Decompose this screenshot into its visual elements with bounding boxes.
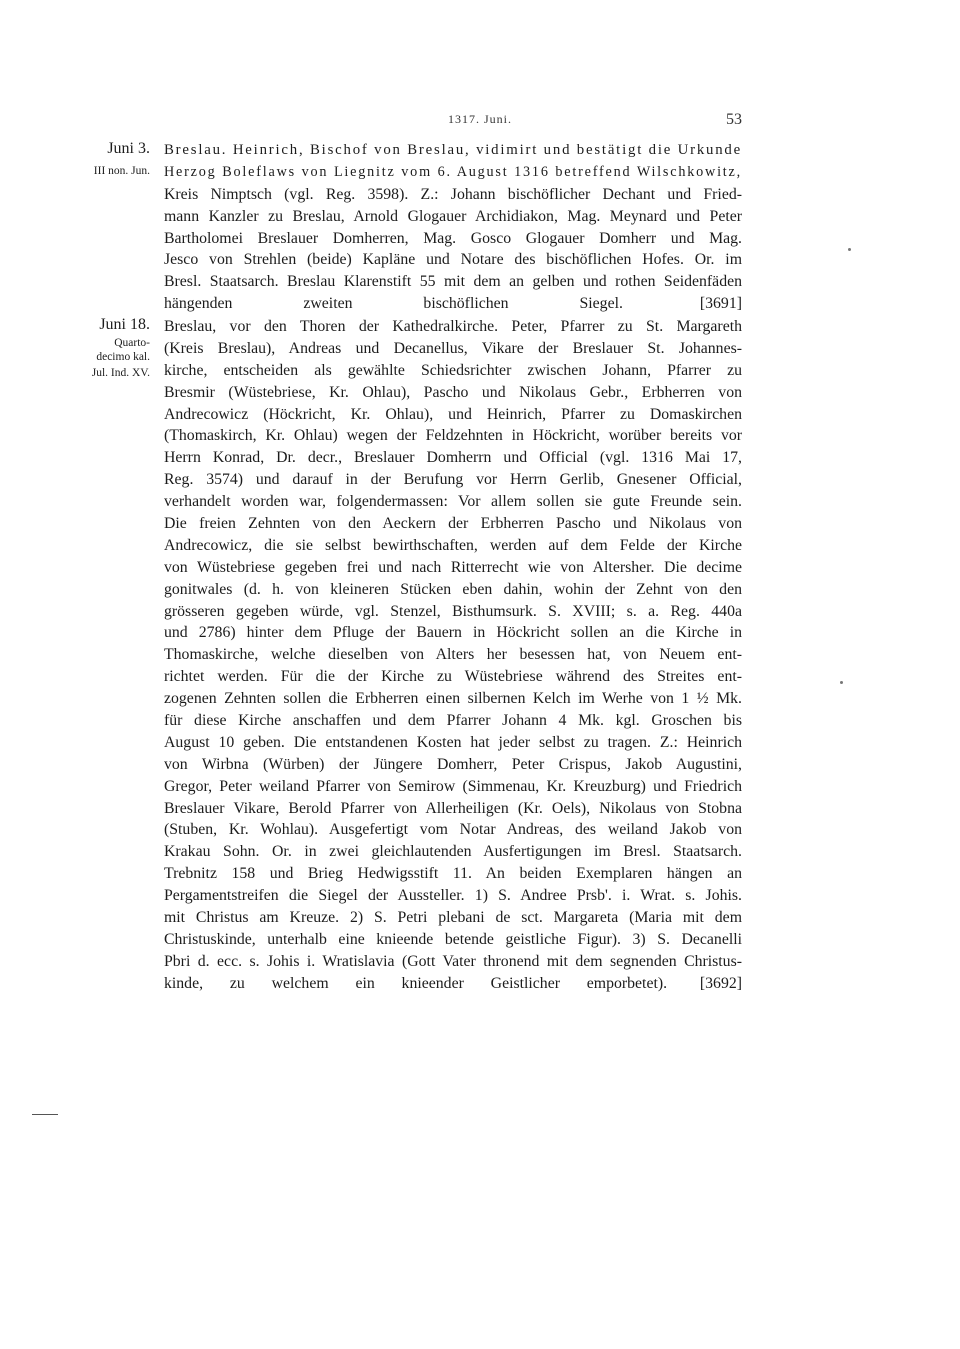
entry-line: Trebnitz 158 und Brieg Hedwigsstift 11. An beiden Exemplaren hängen an (164, 865, 742, 883)
entry-line-text: hängenden zweiten bischöflichen Siegel. (164, 295, 623, 313)
entry-line: (Thomaskirch, Kr. Ohlau) wegen der Feldzehnten in Höckricht, worüber bereits vor (164, 427, 742, 445)
entry-line: Bartholomei Breslauer Domherren, Mag. Gosco Glogauer Domherr und Mag. (164, 229, 742, 247)
entry-line: zogenen Zehnten sollen die Erbherren einen silbernen Kelch im Werhe von 1 ½ Mk. (164, 690, 742, 708)
entry-line: Christuskinde, unterhalb eine knieende betende geistliche Figur). 3) S. Decanelli (164, 930, 742, 948)
entry-line: von Wirbna (Würben) der Jüngere Domherr, Peter Crispus, Jakob Augustini, (164, 755, 742, 773)
entry-line: Bresmir (Wüstebriese, Kr. Ohlau), Pascho und Nikolaus Gebr., Erbherren von (164, 383, 742, 401)
entry-reference-number: [3691] (699, 295, 742, 313)
entry-line: Jesco von Strehlen (beide) Kapläne und Notare des bischöflichen Hofes. Or. im (164, 251, 742, 269)
entry-reference-number: [3692] (699, 974, 743, 992)
entry-line: und 2786) hinter dem Pfluge der Bauern in Höckricht sollen an die Kirche in (164, 624, 742, 642)
entry-line: Krakau Sohn. Or. in zwei gleichlautenden Ausfertigungen im Bresl. Staatsarch. (164, 843, 742, 861)
margin-note-entry-1: III non. Jun. (93, 165, 150, 177)
entry-line: (Stuben, Kr. Wohlau). Ausgefertigt vom Notar Andreas, des weiland Jakob von (164, 821, 742, 839)
entry-line: August 10 geben. Die entstandenen Kosten hat jeder selbst zu tragen. Z.: Heinrich (164, 733, 742, 751)
entry-line: verhandelt worden war, folgendermassen: Vor allem sollen sie gute Freunde sein. (164, 493, 742, 511)
entry-line: Thomaskirche, welche dieselben von Alters her besessen hat, von Neuem ent- (164, 646, 742, 664)
entry-line: Breslauer Vikare, Berold Pfarrer von Allerheiligen (Kr. Oels), Nikolaus von Stobna (164, 799, 742, 817)
entry-line: (Kreis Breslau), Andreas und Decanellus, Vikare der Breslauer St. Johannes- (164, 339, 742, 357)
scan-artifact-speck (840, 681, 843, 684)
entry-line: grösseren gegeben würde, vgl. Stenzel, Bisthumsurk. S. XVIII; s. a. Reg. 440a (164, 602, 742, 620)
margin-note-entry-2-line-2: decimo kal. (96, 351, 150, 363)
margin-date-entry-1: Juni 3. (107, 140, 150, 157)
entry-line: Andrecowicz, die sie selbst bewirthschaften, werden auf dem Felde der Kirche (164, 536, 742, 554)
entry-line: Bresl. Staatsarch. Breslau Klarenstift 55 mit dem an gelben und rothen Seidenfäden (164, 273, 742, 291)
entry-line: für diese Kirche anschaffen und dem Pfarrer Johann 4 Mk. kgl. Groschen bis (164, 712, 742, 730)
margin-date-entry-2: Juni 18. (99, 316, 150, 333)
entry-line: Kreis Nimptsch (vgl. Reg. 3598). Z.: Johann bischöflicher Dechant und Fried- (164, 185, 742, 203)
entry-line: mit Christus am Kreuze. 2) S. Petri plebani de sct. Margareta (Maria mit dem (164, 909, 742, 927)
entry-line: Breslau, vor den Thoren der Kathedralkirche. Peter, Pfarrer zu St. Margareth (164, 318, 742, 335)
entry-line-text: kinde, zu welchem ein knieender Geistlicher emporbetet). (164, 974, 668, 992)
entry-line: Andrecowicz (Höckricht, Kr. Ohlau), und Heinrich, Pfarrer zu Domaskirchen (164, 405, 742, 423)
entry-line: Herrn Konrad, Dr. decr., Breslauer Domherrn und Official (vgl. 1316 Mai 17, (164, 449, 742, 467)
margin-note-entry-2-line-3: Jul. Ind. XV. (91, 367, 150, 379)
entry-line: Die freien Zehnten von den Aeckern der Erbherren Pascho und Nikolaus von (164, 515, 742, 533)
entry-line: Gregor, Peter weiland Pfarrer von Semirow (Simmenau, Kr. Kreuzburg) und Friedrich (164, 777, 742, 795)
entry-line: Reg. 3574) und darauf in der Berufung vor Herrn Gerlib, Gnesener Official, (164, 471, 742, 489)
entry-line: Herzog Boleflaws von Liegnitz vom 6. August 1316 betreffend Wilschkowitz, (164, 163, 742, 180)
entry-line: Pergamentstreifen die Siegel der Aussteller. 1) S. Andree Prsb'. i. Wrat. s. Johis. (164, 887, 742, 905)
entry-line-final (164, 293, 742, 315)
running-header-date: 1317. Juni. (447, 112, 512, 126)
entry-line: mann Kanzler zu Breslau, Arnold Glogauer Archidiakon, Mag. Meynard und Peter (164, 207, 742, 225)
entry-line: von Wüstebriese gegeben frei und nach Ritterrecht wie von Altersher. Die decime (164, 558, 742, 576)
page-number: 53 (726, 111, 742, 128)
scan-artifact-dash (32, 1114, 58, 1115)
margin-note-entry-2-line-1: Quarto- (114, 337, 150, 349)
entry-line: Pbri d. ecc. s. Johis i. Wratislavia (Gott Vater thronend mit dem segnenden Christus- (164, 952, 742, 970)
entry-line: gonitwales (d. h. von kleineren Stücken eben dahin, wohin der Zehnt von den (164, 580, 742, 598)
entry-line: kirche, entscheiden als gewählte Schiedsrichter zwischen Johann, Pfarrer zu (164, 361, 742, 379)
scan-artifact-speck (848, 248, 851, 251)
entry-line: Breslau. Heinrich, Bischof von Breslau, vidimirt und bestätigt die Urkunde (164, 142, 742, 158)
entry-line: richtet werden. Für die der Kirche zu Wüstebriese während des Streites ent- (164, 668, 742, 686)
entry-line-final (164, 973, 742, 995)
regest-entry-3691 (164, 140, 742, 315)
regest-entry-3692 (164, 316, 742, 995)
